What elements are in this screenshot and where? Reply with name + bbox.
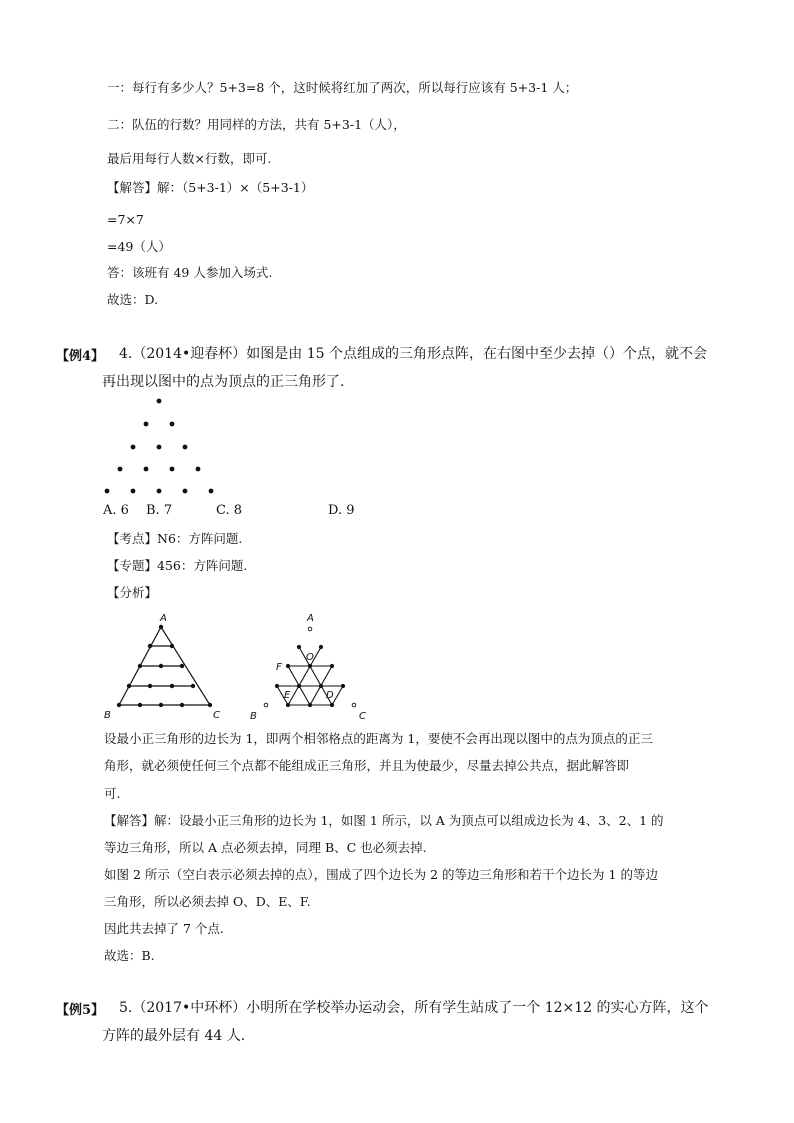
example-5-question-line-2: 方阵的最外层有 44 人.: [102, 1028, 246, 1044]
option-a: A. 6: [103, 503, 129, 518]
figure-2-dot: [297, 645, 301, 649]
solution-line-2: 等边三角形，所以 A 点必须去掉，同理 B、C 也必须去掉.: [104, 840, 427, 855]
figure-2-dot: [286, 703, 290, 707]
figure-2-dot: [275, 684, 279, 688]
figure-2-label-d: D: [326, 690, 334, 701]
analysis-line-3: 可.: [104, 786, 121, 801]
figure-2-dot: [297, 684, 301, 688]
figure-2-label-o: O: [306, 652, 314, 663]
analysis-line-2: 角形，就必须使任何三个点都不能组成正三角形，并且为使最少，尽量去掉公共点，据此解答即: [104, 758, 630, 773]
solution-line-3: 如图 2 所示（空白表示必须去掉的点），围成了四个边长为 2 的等边三角形和若干个边长为 1 的等边: [104, 867, 658, 882]
intro-line-5: =7×7: [107, 212, 144, 227]
example-5-tag: 【例5】: [56, 1003, 105, 1018]
figure-2-dot: [330, 664, 334, 668]
figure-2-removed-point-b: [264, 703, 268, 707]
solution-choice: 故选：B.: [104, 948, 155, 963]
figure-2-dot: [319, 684, 323, 688]
knowledge-point: 【考点】N6：方阵问题.: [107, 531, 243, 546]
intro-answer: 答：该班有 49 人参加入场式.: [107, 265, 273, 280]
example-4-question-line-2: 再出现以图中的点为顶点的正三角形了.: [102, 374, 345, 390]
figure-2-dot: [330, 703, 334, 707]
option-d: D. 9: [328, 503, 355, 518]
figure-2-dot: [341, 684, 345, 688]
figure-1-label-b: B: [104, 710, 111, 721]
figure-2-label-c: C: [359, 711, 366, 722]
intro-choice: 故选：D.: [107, 292, 159, 307]
intro-line-3: 最后用每行人数×行数，即可.: [107, 151, 272, 166]
analysis-heading: 【分析】: [107, 585, 158, 600]
solution-line-1: 【解答】解：设最小正三角形的边长为 1，如图 1 所示，以 A 为顶点可以组成边长为 4、3、2、1 的: [104, 813, 664, 828]
figure-2-label-e: E: [284, 690, 291, 701]
solution-line-5: 因此共去掉了 7 个点.: [104, 921, 224, 936]
option-b: B. 7: [146, 503, 173, 518]
figure-2-label-b: B: [250, 711, 257, 722]
figure-2-dot: [319, 645, 323, 649]
option-c: C. 8: [216, 503, 243, 518]
figure-2-dot: [308, 703, 312, 707]
topic: 【专题】456：方阵问题.: [107, 558, 248, 573]
intro-line-6: =49（人）: [107, 239, 171, 254]
analysis-line-1: 设最小正三角形的边长为 1，即两个相邻格点的距离为 1，要使不会再出现以图中的点为顶点的正三: [104, 731, 653, 746]
figure-2-removed-point-a: [308, 627, 312, 631]
figure-1-label-a: A: [160, 613, 167, 624]
example-4-question-line-1: 4.（2014•迎春杯）如图是由 15 个点组成的三角形点阵，在右图中至少去掉（）个点，就不会: [119, 346, 707, 362]
figure-2-dot: [308, 664, 312, 668]
figure-2-label-f: F: [276, 662, 282, 673]
figure-2-dot: [286, 664, 290, 668]
figure-2-removed-point-c: [352, 703, 356, 707]
intro-line-1: 一：每行有多少人？5+3=8 个，这时候将红加了两次，所以每行应该有 5+3-1 人；: [107, 80, 578, 95]
figure-2-label-a: A: [307, 613, 314, 624]
solution-line-4: 三角形，所以必须去掉 O、D、E、F.: [104, 894, 311, 909]
example-5-question-line-1: 5.（2017•中环杯）小明所在学校举办运动会，所有学生站成了一个 12×12 的实心方阵，这个: [119, 1000, 709, 1016]
figure-1-label-c: C: [213, 710, 220, 721]
intro-line-2: 二：队伍的行数？用同样的方法，共有 5+3-1（人），: [107, 117, 406, 132]
intro-answer-heading: 【解答】解：（5+3-1）×（5+3-1）: [107, 180, 314, 195]
example-4-tag: 【例4】: [56, 349, 105, 364]
